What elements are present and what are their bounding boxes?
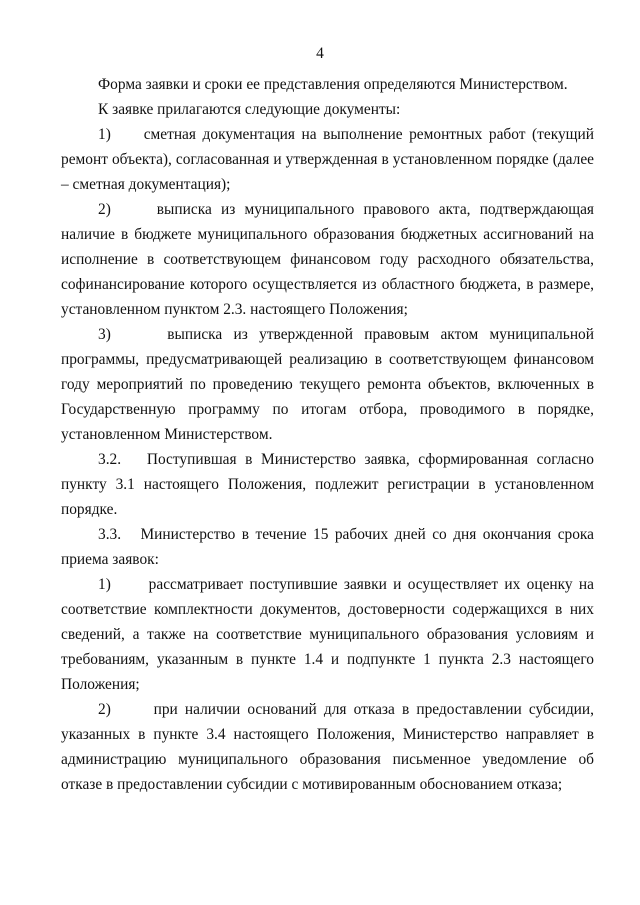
paragraph-item-1-estimate-docs: 1) сметная документация на выполнение ремонтных работ (текущий ремонт объекта), согласованная и утвержденная в установленном порядке (далее – сметная документация); — [61, 126, 594, 193]
document-body — [61, 72, 594, 797]
paragraph-3-2-registration: 3.2. Поступившая в Министерство заявка, сформированная согласно пункту 3.1 настоящего Положения, подлежит регистрации в установленном порядке. — [61, 451, 594, 518]
paragraph-item-2-municipal-act-extract: 2) выписка из муниципального правового акта, подтверждающая наличие в бюджете муниципального образования бюджетных ассигнований на исполнение в соответствующем финансовом году расходного обязательства, софинансирование которого осуществляется из областного бюджета, в размере, установленном пунктом 2.3. настоящего Положения; — [61, 201, 594, 318]
paragraph-subitem-2-refusal-notice: 2) при наличии оснований для отказа в предоставлении субсидии, указанных в пункте 3.4 настоящего Положения, Министерство направляет в администрацию муниципального образования письменное уведомление об отказе в предоставлении субсидии с мотивированным обоснованием отказа; — [61, 701, 594, 793]
paragraph-attached-documents-intro: К заявке прилагаются следующие документы: — [98, 101, 401, 118]
page-number: 4 — [316, 45, 324, 62]
paragraph-form-and-deadlines: Форма заявки и сроки ее представления определяются Министерством. — [98, 76, 568, 93]
paragraph-3-3-ministry-review: 3.3. Министерство в течение 15 рабочих дней со дня окончания срока приема заявок: — [61, 526, 594, 568]
paragraph-item-3-program-extract: 3) выписка из утвержденной правовым актом муниципальной программы, предусматривающей реализацию в соответствующем финансовом году мероприятий по проведению текущего ремонта объектов, включенных в Государственную программу по итогам отбора, проводимого в порядке, установленном Министерством. — [61, 326, 594, 443]
paragraph-subitem-1-review-applications: 1) рассматривает поступившие заявки и осуществляет их оценку на соответствие комплектности документов, достоверности содержащихся в них сведений, а также на соответствие муниципального образования условиям и требованиям, указанным в пункте 1.4 и подпункте 1 пункта 2.3 настоящего Положения; — [61, 576, 594, 693]
